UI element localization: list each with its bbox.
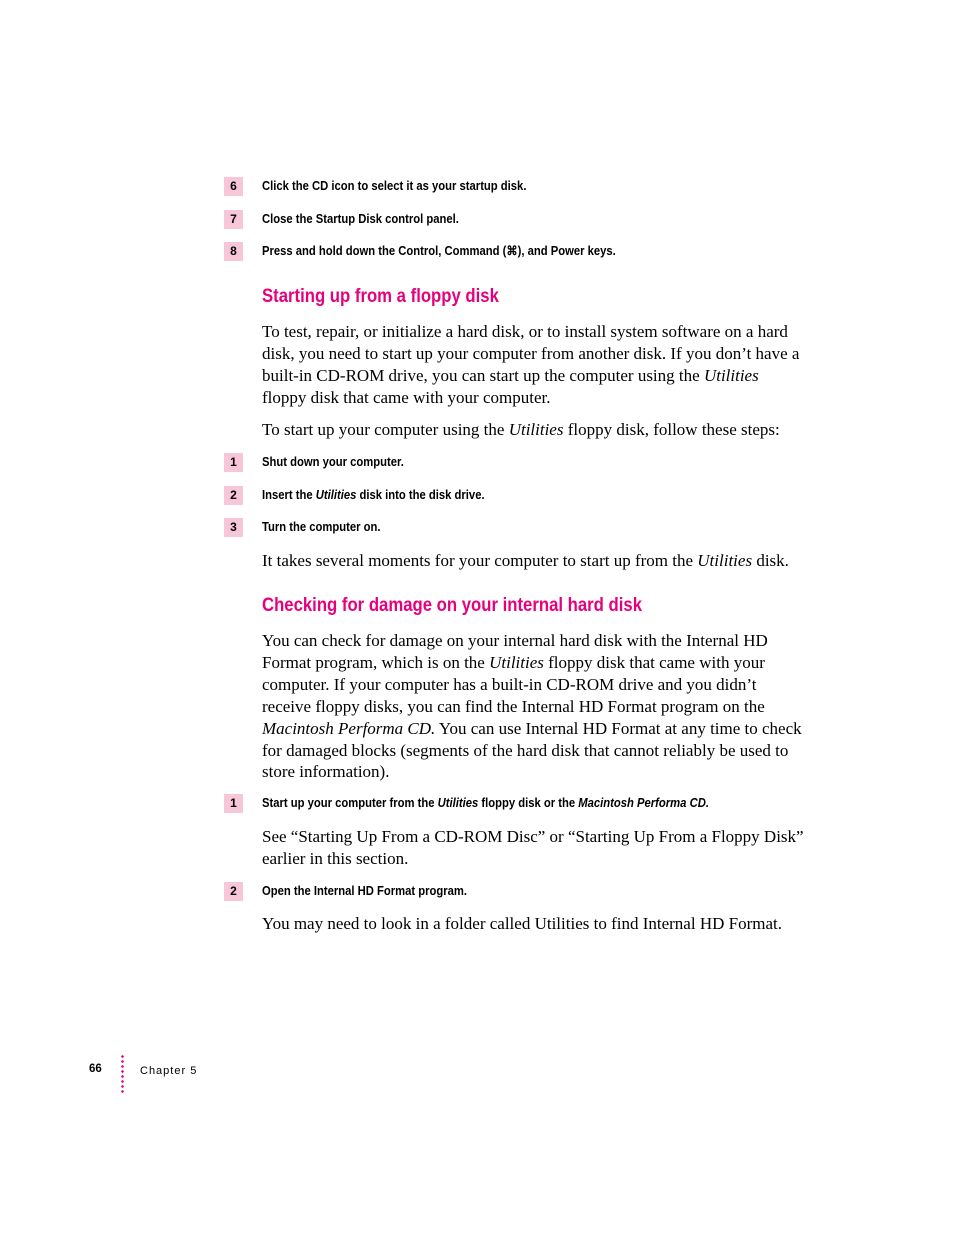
chapter-label: Chapter 5 [140,1065,198,1077]
step-6 [224,177,814,196]
step-text: Turn the computer on. [262,520,381,534]
step-number: 3 [224,518,243,537]
paragraph: It takes several moments for your computer to start up from the Utilities disk. [262,551,789,570]
step-text: Insert the Utilities disk into the disk drive. [262,488,485,502]
paragraph: To start up your computer using the Utilities floppy disk, follow these steps: [262,420,780,439]
section-heading-damage: Checking for damage on your internal hard disk [262,595,642,616]
step-2 [224,882,814,901]
step-text: Click the CD icon to select it as your startup disk. [262,179,527,193]
page-number: 66 [89,1063,102,1075]
step-2 [224,486,814,505]
step-number: 1 [224,453,243,472]
paragraph: You can check for damage on your internal hard disk with the Internal HD Format program, which is on the Utilities floppy disk that came with your computer. If your computer has a built-in CD-ROM drive and you didn’t receive floppy disks, you can find the Internal HD Format program on the Macintosh Performa CD. You can use Internal HD Format at any time to check for damaged blocks (segments of the hard disk that cannot reliably be used to store information). [262,631,802,782]
dotted-divider [121,1054,124,1094]
step-3 [224,518,814,537]
step-number: 1 [224,794,243,813]
step-text: Open the Internal HD Format program. [262,884,468,898]
paragraph: You may need to look in a folder called Utilities to find Internal HD Format. [262,914,782,933]
step-text: Shut down your computer. [262,455,404,469]
paragraph: To test, repair, or initialize a hard disk, or to install system software on a hard disk, you need to start up your computer from another disk. If you don’t have a built-in CD-ROM drive, you can start up the computer using the Utilities floppy disk that came with your computer. [262,322,800,407]
step-text: Close the Startup Disk control panel. [262,212,459,226]
step-number: 6 [224,177,243,196]
paragraph: See “Starting Up From a CD-ROM Disc” or “Starting Up From a Floppy Disk” earlier in this section. [262,827,804,868]
step-1 [224,453,814,472]
step-7 [224,210,814,229]
step-number: 8 [224,242,243,261]
step-number: 2 [224,486,243,505]
step-number: 2 [224,882,243,901]
step-text: Press and hold down the Control, Command (⌘), and Power keys. [262,244,616,258]
section-heading-floppy: Starting up from a floppy disk [262,286,499,307]
step-8 [224,242,814,261]
step-number: 7 [224,210,243,229]
step-text: Start up your computer from the Utilities floppy disk or the Macintosh Performa CD. [262,796,709,810]
step-1 [224,794,814,813]
